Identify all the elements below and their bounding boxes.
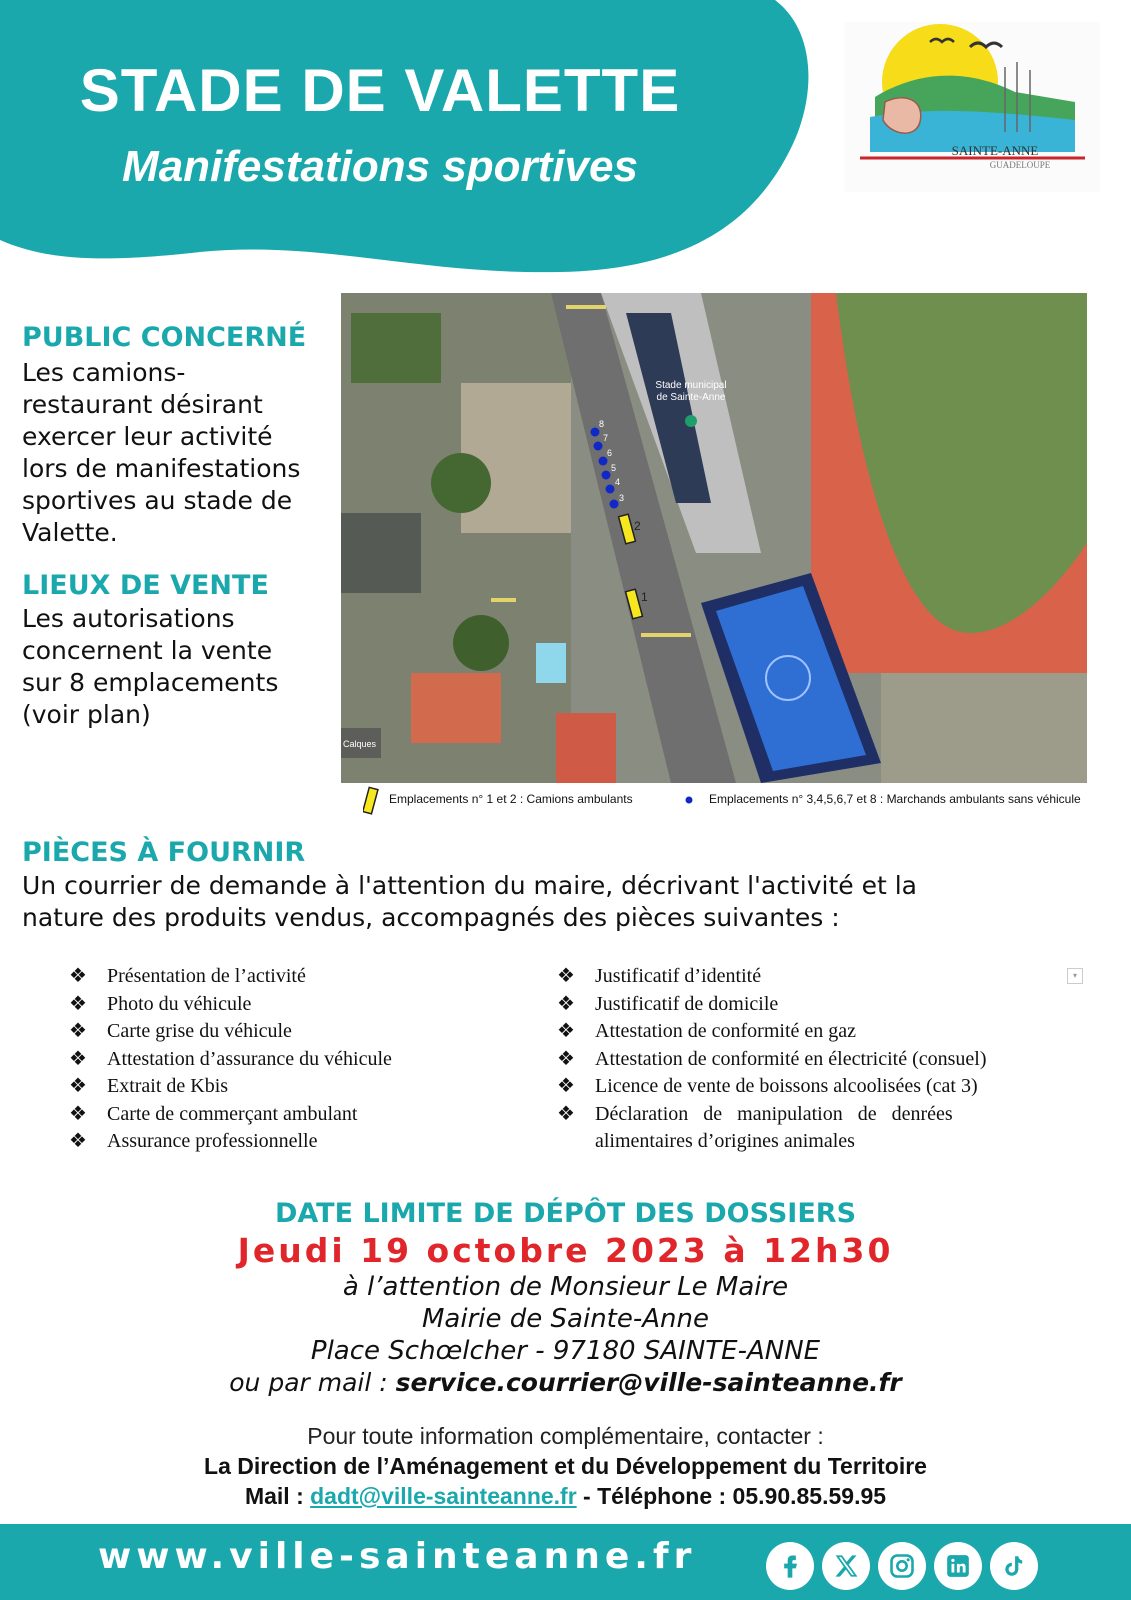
facebook-icon[interactable] xyxy=(766,1542,814,1590)
x-icon[interactable] xyxy=(822,1542,870,1590)
list-item: ❖ Assurance professionnelle xyxy=(69,1128,392,1156)
list-item-continuation: alimentaires d’origines animales xyxy=(595,1130,855,1152)
contact-line xyxy=(0,1483,1131,1510)
bullet-icon: ❖ xyxy=(557,1047,575,1070)
list-item: ❖ Attestation de conformité en électricité (consuel) xyxy=(557,1046,1077,1074)
documents-list-left xyxy=(69,963,392,1156)
pieces-intro xyxy=(22,870,917,934)
list-item: ❖ Attestation d’assurance du véhicule xyxy=(69,1046,392,1074)
public-line: exercer leur activité xyxy=(22,422,273,451)
courrier-email[interactable]: service.courrier@ville-sainteanne.fr xyxy=(395,1368,902,1397)
list-item: ❖ Justificatif de domicile xyxy=(557,991,1077,1019)
site-map-image xyxy=(341,293,1087,783)
bullet-icon: ❖ xyxy=(69,1075,87,1097)
bullet-icon: ❖ xyxy=(69,965,87,987)
page-subtitle: Manifestations sportives xyxy=(122,142,638,191)
marker-5: 5 xyxy=(611,463,617,473)
pieces-intro-line: Un courrier de demande à l'attention du maire, décrivant l'activité et la xyxy=(22,871,917,900)
dadt-email-link[interactable]: dadt@ville-sainteanne.fr xyxy=(310,1483,577,1509)
list-item: ❖ Carte de commerçant ambulant xyxy=(69,1101,392,1129)
list-item: ❖ Carte grise du véhicule xyxy=(69,1018,392,1046)
lieux-heading: LIEUX DE VENTE xyxy=(22,570,269,601)
layers-button-label: Calques xyxy=(343,739,377,749)
bullet-icon: ❖ xyxy=(557,1020,575,1042)
logo-subtext: GUADELOUPE xyxy=(989,160,1051,170)
map-legend xyxy=(341,786,1111,816)
list-item: ❖ Photo du véhicule xyxy=(69,991,392,1019)
public-line: Les camions- xyxy=(22,358,186,387)
lieux-line: sur 8 emplacements xyxy=(22,668,279,697)
website-link[interactable]: www.ville-sainteanne.fr xyxy=(98,1536,697,1577)
lieux-line: concernent la vente xyxy=(22,636,273,665)
bullet-icon: ❖ xyxy=(69,992,87,1015)
bullet-icon: ❖ xyxy=(69,1102,87,1125)
pieces-heading: PIÈCES À FOURNIR xyxy=(22,837,306,868)
list-item: ❖ Présentation de l’activité xyxy=(69,963,392,991)
bullet-icon: ❖ xyxy=(69,1130,87,1152)
contact-mail-label: Mail : xyxy=(244,1483,311,1509)
deadline-heading: DATE LIMITE DE DÉPÔT DES DOSSIERS xyxy=(274,1198,857,1229)
marker-3: 3 xyxy=(619,493,625,503)
legend-yellow: Emplacements n° 1 et 2 : Camions ambulants xyxy=(389,792,633,806)
deadline-date: Jeudi 19 octobre 2023 à 12h30 xyxy=(237,1231,894,1270)
bullet-icon: ❖ xyxy=(557,1075,575,1097)
dropdown-icon[interactable]: ▾ xyxy=(1067,968,1083,984)
bullet-icon: ❖ xyxy=(557,1102,575,1125)
contact-intro: Pour toute information complémentaire, contacter : xyxy=(307,1423,824,1449)
list-item: ❖ Extrait de Kbis xyxy=(69,1073,392,1101)
list-item: ❖ Justificatif d’identité xyxy=(557,963,1077,991)
marker-2: 2 xyxy=(634,519,641,533)
stadium-label: Stade municipal xyxy=(655,380,727,391)
contact-org: La Direction de l’Aménagement et du Développement du Territoire xyxy=(204,1453,927,1479)
marker-7: 7 xyxy=(603,433,609,443)
public-line: sportives au stade de xyxy=(22,486,293,515)
bullet-icon: ❖ xyxy=(69,1047,87,1070)
list-item: ❖ Attestation de conformité en gaz xyxy=(557,1018,1077,1046)
public-text xyxy=(22,357,300,549)
public-line: restaurant désirant xyxy=(22,390,263,419)
documents-list-right xyxy=(557,963,1077,1156)
mail-prefix: ou par mail : xyxy=(229,1368,396,1397)
lieux-text xyxy=(22,603,278,731)
address-line-2: Mairie de Sainte-Anne xyxy=(422,1304,709,1334)
address-line-3: Place Schœlcher - 97180 SAINTE-ANNE xyxy=(310,1336,821,1366)
lieux-line: (voir plan) xyxy=(22,700,151,729)
public-heading: PUBLIC CONCERNÉ xyxy=(22,322,307,353)
legend-blue: Emplacements n° 3,4,5,6,7 et 8 : Marchands ambulants sans véhicule xyxy=(709,792,1081,806)
blue-dot-icon xyxy=(684,795,694,805)
list-item: ❖ Licence de vente de boissons alcoolisées (cat 3) xyxy=(557,1073,1077,1101)
bullet-icon: ❖ xyxy=(69,1020,87,1042)
pieces-intro-line: nature des produits vendus, accompagnés des pièces suivantes : xyxy=(22,903,840,932)
yellow-marker-icon xyxy=(363,786,379,816)
lieux-line: Les autorisations xyxy=(22,604,235,633)
stadium-label: de Sainte-Anne xyxy=(656,392,726,403)
marker-8: 8 xyxy=(599,419,605,429)
bullet-icon: ❖ xyxy=(557,992,575,1015)
page-title: STADE DE VALETTE xyxy=(79,57,681,124)
address-line-1: à l’attention de Monsieur Le Maire xyxy=(342,1272,789,1302)
logo-text: SAINTE-ANNE xyxy=(951,143,1039,158)
sainte-anne-logo xyxy=(845,22,1100,192)
marker-6: 6 xyxy=(607,448,613,458)
marker-1: 1 xyxy=(641,590,648,604)
public-line: Valette. xyxy=(22,518,118,547)
tiktok-icon[interactable] xyxy=(990,1542,1038,1590)
linkedin-icon[interactable] xyxy=(934,1542,982,1590)
instagram-icon[interactable] xyxy=(878,1542,926,1590)
contact-phone: - Téléphone : 05.90.85.59.95 xyxy=(576,1483,887,1509)
mail-line xyxy=(0,1368,1131,1397)
footer-bar xyxy=(0,1524,1131,1600)
bullet-icon: ❖ xyxy=(557,965,575,987)
marker-4: 4 xyxy=(615,477,621,487)
public-line: lors de manifestations xyxy=(22,454,301,483)
list-item: ❖ Déclaration de manipulation de denrées xyxy=(557,1101,1077,1129)
